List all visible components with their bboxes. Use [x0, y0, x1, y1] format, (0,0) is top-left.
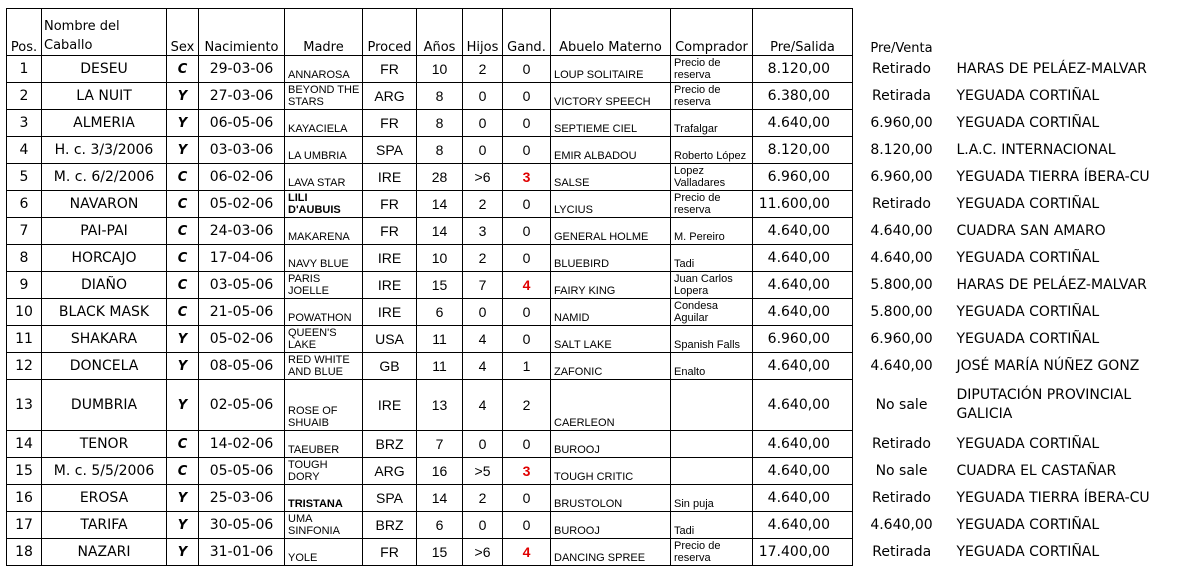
cell-venta: 6.960,00: [870, 115, 933, 131]
cell-venta: Retirado: [872, 61, 931, 77]
cell-anos: 11: [417, 326, 463, 353]
table-row: [7, 272, 1151, 299]
cell-nacimiento: 21-05-06: [199, 299, 285, 326]
table-row: [7, 353, 1151, 380]
cell-sex: Y: [167, 137, 199, 164]
header-caballo: Nombre del Caballo: [42, 9, 167, 56]
header-pos: Pos.: [7, 9, 42, 56]
cell-hijos: 4: [463, 353, 503, 380]
cell-buyer: YEGUADA CORTIÑAL: [956, 331, 1100, 347]
cell-comprador: [671, 380, 753, 431]
cell-proced: SPA: [363, 485, 417, 512]
cell-madre: TRISTANA: [285, 485, 363, 512]
cell-caballo: EROSA: [42, 485, 167, 512]
cell-madre: YOLE: [285, 539, 363, 566]
cell-gand: 0: [503, 56, 551, 83]
table-row: [7, 431, 1151, 458]
cell-comprador: Precio de reserva: [671, 56, 753, 83]
table-row: [7, 539, 1151, 566]
cell-abuelo: BUROOJ: [551, 431, 671, 458]
cell-proced: ARG: [363, 458, 417, 485]
cell-gand: 0: [503, 485, 551, 512]
cell-buyer: CUADRA EL CASTAÑAR: [956, 463, 1117, 479]
cell-sex: C: [167, 245, 199, 272]
cell-pos: 9: [7, 272, 42, 299]
table-row: [7, 137, 1151, 164]
cell-anos: 8: [417, 137, 463, 164]
cell-gand: 2: [503, 380, 551, 431]
cell-gand: 0: [503, 110, 551, 137]
cell-madre: QUEEN'S LAKE: [285, 326, 363, 353]
cell-proced: FR: [363, 218, 417, 245]
cell-proced: BRZ: [363, 512, 417, 539]
cell-buyer: YEGUADA CORTIÑAL: [956, 436, 1100, 452]
cell-sex: C: [167, 218, 199, 245]
table-row: [7, 380, 1151, 431]
cell-buyer: YEGUADA CORTIÑAL: [956, 88, 1100, 104]
cell-venta: 6.960,00: [870, 169, 933, 185]
table-row: [7, 218, 1151, 245]
cell-buyer: YEGUADA CORTIÑAL: [956, 544, 1100, 560]
cell-madre: LA UMBRIA: [285, 137, 363, 164]
cell-hijos: >5: [463, 458, 503, 485]
cell-madre: RED WHITE AND BLUE: [285, 353, 363, 380]
cell-venta: Retirado: [872, 490, 931, 506]
cell-sex: C: [167, 431, 199, 458]
cell-madre: NAVY BLUE: [285, 245, 363, 272]
cell-proced: BRZ: [363, 431, 417, 458]
header-madre: Madre: [285, 9, 363, 56]
cell-pos: 13: [7, 380, 42, 431]
cell-salida: 6.960,00: [753, 326, 853, 353]
cell-salida: 4.640,00: [753, 299, 853, 326]
cell-hijos: >6: [463, 164, 503, 191]
cell-pos: 16: [7, 485, 42, 512]
cell-nacimiento: 05-02-06: [199, 191, 285, 218]
cell-hijos: >6: [463, 539, 503, 566]
cell-comprador: Enalto: [671, 353, 753, 380]
header-comprador: Comprador: [671, 9, 753, 56]
cell-anos: 14: [417, 485, 463, 512]
cell-buyer: DIPUTACIÓN PROVINCIAL GALICIA: [956, 387, 1132, 422]
cell-proced: IRE: [363, 380, 417, 431]
cell-salida: 17.400,00: [753, 539, 853, 566]
cell-venta: Retirada: [872, 544, 932, 560]
cell-gand: 0: [503, 512, 551, 539]
cell-salida: 4.640,00: [753, 218, 853, 245]
cell-madre: TAEUBER: [285, 431, 363, 458]
cell-caballo: TARIFA: [42, 512, 167, 539]
cell-venta: No sale: [875, 463, 928, 479]
cell-pos: 2: [7, 83, 42, 110]
cell-nacimiento: 31-01-06: [199, 539, 285, 566]
cell-sex: C: [167, 299, 199, 326]
cell-abuelo: ZAFONIC: [551, 353, 671, 380]
cell-abuelo: LOUP SOLITAIRE: [551, 56, 671, 83]
cell-nacimiento: 17-04-06: [199, 245, 285, 272]
cell-nacimiento: 08-05-06: [199, 353, 285, 380]
cell-nacimiento: 05-02-06: [199, 326, 285, 353]
cell-venta: Retirado: [872, 436, 931, 452]
cell-abuelo: BUROOJ: [551, 512, 671, 539]
cell-salida: 4.640,00: [753, 245, 853, 272]
cell-abuelo: GENERAL HOLME: [551, 218, 671, 245]
cell-madre: ANNAROSA: [285, 56, 363, 83]
cell-hijos: 4: [463, 326, 503, 353]
cell-venta: 4.640,00: [870, 517, 933, 533]
cell-madre: KAYACIELA: [285, 110, 363, 137]
cell-comprador: Tadi: [671, 245, 753, 272]
cell-gand: 3: [503, 164, 551, 191]
cell-proced: IRE: [363, 245, 417, 272]
cell-hijos: 7: [463, 272, 503, 299]
cell-hijos: 2: [463, 56, 503, 83]
cell-abuelo: SEPTIEME CIEL: [551, 110, 671, 137]
cell-caballo: TENOR: [42, 431, 167, 458]
cell-venta: Retirada: [872, 88, 931, 104]
cell-sex: Y: [167, 353, 199, 380]
cell-anos: 10: [417, 245, 463, 272]
cell-madre: LILI D'AUBUIS: [285, 191, 363, 218]
cell-anos: 7: [417, 431, 463, 458]
cell-madre: PARIS JOELLE: [285, 272, 363, 299]
cell-venta: 8.120,00: [870, 142, 933, 158]
cell-nacimiento: 03-03-06: [199, 137, 285, 164]
cell-pos: 4: [7, 137, 42, 164]
cell-abuelo: LYCIUS: [551, 191, 671, 218]
cell-salida: 4.640,00: [753, 458, 853, 485]
cell-gand: 0: [503, 245, 551, 272]
header-hijos: Hijos: [463, 9, 503, 56]
table-row: [7, 512, 1151, 539]
cell-gand: 4: [503, 272, 551, 299]
cell-buyer: YEGUADA CORTIÑAL: [956, 304, 1100, 320]
cell-nacimiento: 06-02-06: [199, 164, 285, 191]
cell-gand: 3: [503, 458, 551, 485]
table-row: [7, 485, 1151, 512]
cell-caballo: M. c. 5/5/2006: [42, 458, 167, 485]
cell-comprador: [671, 458, 753, 485]
cell-madre: BEYOND THE STARS: [285, 83, 363, 110]
cell-comprador: [671, 431, 753, 458]
cell-caballo: SHAKARA: [42, 326, 167, 353]
cell-proced: FR: [363, 191, 417, 218]
cell-pos: 15: [7, 458, 42, 485]
cell-abuelo: BRUSTOLON: [551, 485, 671, 512]
cell-caballo: M. c. 6/2/2006: [42, 164, 167, 191]
cell-buyer: YEGUADA CORTIÑAL: [956, 115, 1100, 131]
cell-venta: 4.640,00: [870, 250, 933, 266]
cell-anos: 6: [417, 512, 463, 539]
cell-nacimiento: 29-03-06: [199, 56, 285, 83]
cell-proced: IRE: [363, 272, 417, 299]
cell-gand: 0: [503, 218, 551, 245]
cell-sex: Y: [167, 485, 199, 512]
cell-venta: 5.800,00: [870, 277, 933, 293]
cell-anos: 28: [417, 164, 463, 191]
cell-buyer: CUADRA SAN AMARO: [956, 223, 1106, 239]
table-row: [7, 245, 1151, 272]
cell-hijos: 2: [463, 485, 503, 512]
cell-hijos: 0: [463, 512, 503, 539]
cell-pos: 5: [7, 164, 42, 191]
cell-comprador: Trafalgar: [671, 110, 753, 137]
cell-salida: 4.640,00: [753, 485, 853, 512]
cell-venta: No sale: [875, 397, 928, 413]
cell-caballo: DIAÑO: [42, 272, 167, 299]
table-row: [7, 299, 1151, 326]
cell-salida: 4.640,00: [753, 272, 853, 299]
cell-venta: 4.640,00: [870, 358, 933, 374]
cell-nacimiento: 14-02-06: [199, 431, 285, 458]
cell-nacimiento: 25-03-06: [199, 485, 285, 512]
cell-abuelo: BLUEBIRD: [551, 245, 671, 272]
header-sex: Sex: [167, 9, 199, 56]
cell-buyer: YEGUADA CORTIÑAL: [956, 196, 1100, 212]
cell-abuelo: FAIRY KING: [551, 272, 671, 299]
cell-salida: 6.960,00: [753, 164, 853, 191]
cell-pos: 17: [7, 512, 42, 539]
header-anos: Años: [417, 9, 463, 56]
cell-hijos: 0: [463, 110, 503, 137]
cell-salida: 4.640,00: [753, 110, 853, 137]
cell-caballo: DONCELA: [42, 353, 167, 380]
cell-salida: 4.640,00: [753, 512, 853, 539]
cell-proced: SPA: [363, 137, 417, 164]
cell-buyer: YEGUADA CORTIÑAL: [956, 517, 1100, 533]
cell-abuelo: SALT LAKE: [551, 326, 671, 353]
header-proced: Proced: [363, 9, 417, 56]
cell-anos: 15: [417, 539, 463, 566]
cell-sex: Y: [167, 83, 199, 110]
cell-buyer: HARAS DE PELÁEZ-MALVAR: [956, 61, 1147, 77]
header-nacimiento: Nacimiento: [199, 9, 285, 56]
cell-anos: 11: [417, 353, 463, 380]
cell-pos: 14: [7, 431, 42, 458]
horse-sale-table: [6, 8, 1151, 566]
cell-comprador: Condesa Aguilar: [671, 299, 753, 326]
cell-nacimiento: 30-05-06: [199, 512, 285, 539]
cell-comprador: Precio de reserva: [671, 539, 753, 566]
cell-anos: 8: [417, 110, 463, 137]
cell-anos: 8: [417, 83, 463, 110]
cell-nacimiento: 02-05-06: [199, 380, 285, 431]
cell-anos: 14: [417, 191, 463, 218]
cell-sex: C: [167, 458, 199, 485]
cell-comprador: M. Pereiro: [671, 218, 753, 245]
cell-proced: FR: [363, 56, 417, 83]
cell-gand: 0: [503, 299, 551, 326]
cell-anos: 13: [417, 380, 463, 431]
cell-hijos: 0: [463, 137, 503, 164]
cell-anos: 15: [417, 272, 463, 299]
header-salida: Pre/Salida: [753, 9, 853, 56]
cell-buyer: YEGUADA CORTIÑAL: [956, 250, 1100, 266]
cell-caballo: NAVARON: [42, 191, 167, 218]
cell-abuelo: DANCING SPREE: [551, 539, 671, 566]
cell-gand: 1: [503, 353, 551, 380]
header-abuelo: Abuelo Materno: [551, 9, 671, 56]
cell-abuelo: NAMID: [551, 299, 671, 326]
cell-anos: 14: [417, 218, 463, 245]
table-row: [7, 326, 1151, 353]
cell-salida: 6.380,00: [753, 83, 853, 110]
header-buyer-empty: [951, 9, 1151, 56]
cell-gand: 0: [503, 431, 551, 458]
cell-nacimiento: 05-05-06: [199, 458, 285, 485]
cell-caballo: ALMERIA: [42, 110, 167, 137]
cell-buyer: YEGUADA TIERRA ÍBERA-CU: [956, 490, 1150, 506]
cell-pos: 10: [7, 299, 42, 326]
cell-gand: 0: [503, 83, 551, 110]
cell-anos: 10: [417, 56, 463, 83]
cell-caballo: BLACK MASK: [42, 299, 167, 326]
cell-madre: MAKARENA: [285, 218, 363, 245]
cell-proced: FR: [363, 110, 417, 137]
cell-proced: IRE: [363, 299, 417, 326]
cell-hijos: 0: [463, 83, 503, 110]
cell-comprador: Juan Carlos Lopera: [671, 272, 753, 299]
cell-salida: 4.640,00: [753, 431, 853, 458]
header-venta: Pre/Venta: [870, 40, 933, 56]
cell-nacimiento: 27-03-06: [199, 83, 285, 110]
cell-proced: ARG: [363, 83, 417, 110]
cell-anos: 6: [417, 299, 463, 326]
cell-comprador: Lopez Valladares: [671, 164, 753, 191]
cell-buyer: HARAS DE PELÁEZ-MALVAR: [956, 277, 1147, 293]
cell-buyer: YEGUADA TIERRA ÍBERA-CU: [956, 169, 1150, 185]
cell-madre: LAVA STAR: [285, 164, 363, 191]
cell-abuelo: CAERLEON: [551, 380, 671, 431]
cell-madre: ROSE OF SHUAIB: [285, 380, 363, 431]
cell-salida: 4.640,00: [753, 380, 853, 431]
cell-sex: Y: [167, 326, 199, 353]
cell-venta: 5.800,00: [870, 304, 933, 320]
cell-gand: 0: [503, 326, 551, 353]
cell-comprador: Spanish Falls: [671, 326, 753, 353]
cell-abuelo: TOUGH CRITIC: [551, 458, 671, 485]
cell-madre: TOUGH DORY: [285, 458, 363, 485]
table-row: [7, 83, 1151, 110]
cell-caballo: NAZARI: [42, 539, 167, 566]
cell-sex: C: [167, 191, 199, 218]
cell-venta: 4.640,00: [870, 223, 933, 239]
cell-caballo: LA NUIT: [42, 83, 167, 110]
cell-comprador: Precio de reserva: [671, 191, 753, 218]
cell-pos: 1: [7, 56, 42, 83]
cell-salida: 8.120,00: [753, 137, 853, 164]
cell-caballo: PAI-PAI: [42, 218, 167, 245]
header-gand: Gand.: [503, 9, 551, 56]
cell-hijos: 2: [463, 245, 503, 272]
table-row: [7, 191, 1151, 218]
cell-comprador: Roberto López: [671, 137, 753, 164]
table-row: [7, 56, 1151, 83]
cell-abuelo: EMIR ALBADOU: [551, 137, 671, 164]
cell-caballo: H. c. 3/3/2006: [42, 137, 167, 164]
cell-salida: 4.640,00: [753, 353, 853, 380]
table-row: [7, 110, 1151, 137]
cell-pos: 3: [7, 110, 42, 137]
cell-caballo: DESEU: [42, 56, 167, 83]
table-row: [7, 458, 1151, 485]
cell-caballo: HORCAJO: [42, 245, 167, 272]
cell-nacimiento: 24-03-06: [199, 218, 285, 245]
cell-madre: UMA SINFONIA: [285, 512, 363, 539]
cell-venta: Retirado: [872, 196, 931, 212]
cell-gand: 0: [503, 137, 551, 164]
cell-proced: IRE: [363, 164, 417, 191]
cell-sex: C: [167, 272, 199, 299]
cell-anos: 16: [417, 458, 463, 485]
cell-pos: 12: [7, 353, 42, 380]
cell-comprador: Sin puja: [671, 485, 753, 512]
cell-hijos: 3: [463, 218, 503, 245]
cell-salida: 8.120,00: [753, 56, 853, 83]
cell-pos: 8: [7, 245, 42, 272]
cell-sex: C: [167, 164, 199, 191]
cell-sex: Y: [167, 380, 199, 431]
cell-proced: GB: [363, 353, 417, 380]
cell-abuelo: VICTORY SPEECH: [551, 83, 671, 110]
cell-madre: POWATHON: [285, 299, 363, 326]
cell-buyer: JOSÉ MARÍA NÚÑEZ GONZ: [956, 358, 1140, 374]
cell-hijos: 2: [463, 191, 503, 218]
cell-hijos: 0: [463, 431, 503, 458]
cell-sex: C: [167, 56, 199, 83]
cell-abuelo: SALSE: [551, 164, 671, 191]
cell-proced: USA: [363, 326, 417, 353]
cell-sex: Y: [167, 110, 199, 137]
cell-gand: 4: [503, 539, 551, 566]
cell-sex: Y: [167, 512, 199, 539]
cell-hijos: 4: [463, 380, 503, 431]
cell-gand: 0: [503, 191, 551, 218]
cell-proced: FR: [363, 539, 417, 566]
header-row: [7, 9, 1151, 56]
table-row: [7, 164, 1151, 191]
cell-pos: 11: [7, 326, 42, 353]
cell-pos: 6: [7, 191, 42, 218]
cell-sex: Y: [167, 539, 199, 566]
cell-buyer: L.A.C. INTERNACIONAL: [956, 142, 1116, 158]
cell-pos: 7: [7, 218, 42, 245]
cell-nacimiento: 03-05-06: [199, 272, 285, 299]
cell-caballo: DUMBRIA: [42, 380, 167, 431]
cell-pos: 18: [7, 539, 42, 566]
cell-comprador: Tadi: [671, 512, 753, 539]
cell-hijos: 0: [463, 299, 503, 326]
cell-nacimiento: 06-05-06: [199, 110, 285, 137]
cell-venta: 6.960,00: [870, 331, 933, 347]
cell-comprador: Precio de reserva: [671, 83, 753, 110]
cell-salida: 11.600,00: [753, 191, 853, 218]
